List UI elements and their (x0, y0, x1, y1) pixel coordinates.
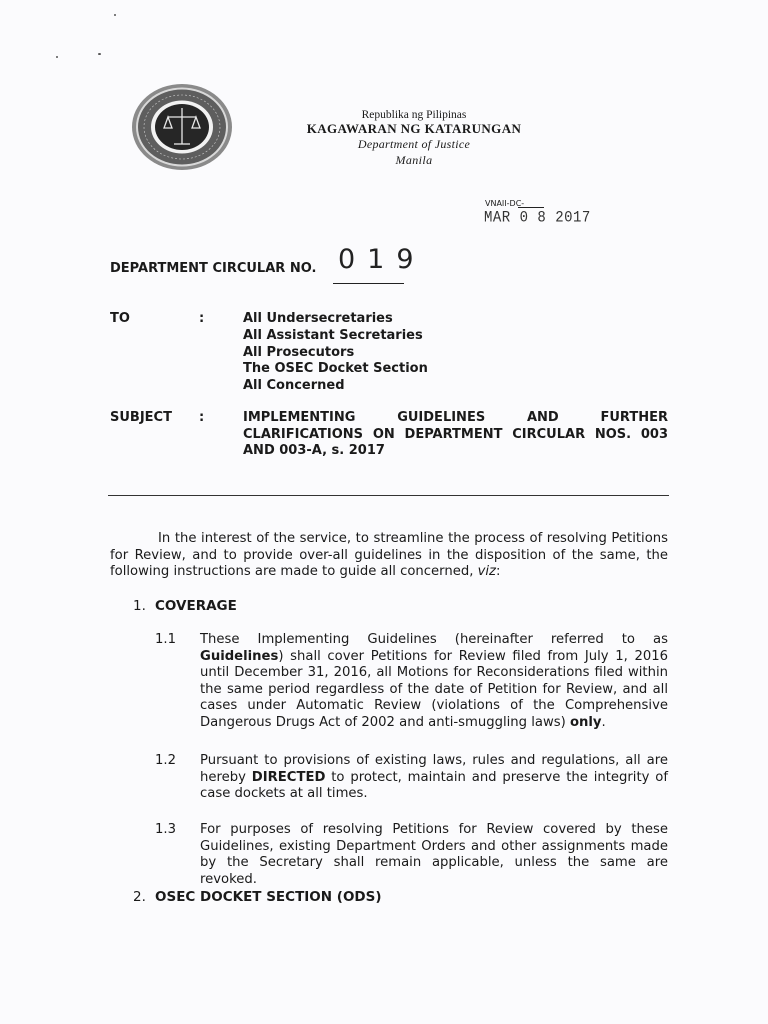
item-text: These Implementing Guidelines (hereinafter referred to as (200, 632, 668, 647)
intro-end: : (495, 564, 501, 579)
item-bold-term: DIRECTED (251, 769, 326, 785)
scan-speck (114, 14, 116, 16)
header-city: Manila (395, 153, 433, 167)
header-republic: Republika ng Pilipinas (361, 109, 467, 121)
section-number: 1. (133, 598, 146, 614)
section-title: OSEC DOCKET SECTION (ODS) (155, 889, 382, 905)
item-paragraph (200, 753, 668, 803)
circular-label: DEPARTMENT CIRCULAR NO. (110, 261, 317, 276)
reference-code: VNAII-DC- (485, 199, 525, 208)
subject-label: SUBJECT (110, 410, 172, 425)
section-heading-osec-docket (133, 889, 382, 905)
date-stamp: MAR 0 8 2017 (484, 209, 591, 228)
scan-speck (98, 53, 101, 55)
circular-number: 019 (338, 244, 426, 275)
reference-code-blank-line (518, 207, 544, 208)
item-text: ) shall cover Petitions for Review filed from July 1, 2016 until December 31, 2016, all Motions for Reconsiderations filed within the same period regardless of the date of Petition for Review, and all cases under Automatic Review (violations of the Comprehensive Dangerous Drugs Act of 2002 and anti-smuggling laws) (200, 648, 668, 730)
section-title: COVERAGE (155, 598, 237, 614)
recipient-item: All Undersecretaries (243, 311, 393, 326)
item-bold-term: Guidelines (200, 648, 279, 664)
recipient-list (243, 311, 428, 395)
item-bold-term: only (569, 714, 602, 730)
circular-number-underline (333, 283, 404, 284)
recipient-item: All Assistant Secretaries (243, 327, 423, 343)
recipient-item: The OSEC Docket Section (243, 361, 428, 377)
header-agency: KAGAWARAN NG KATARUNGAN (306, 121, 522, 136)
intro-text: In the interest of the service, to streamline the process of resolving Petitions for Review, and to provide over-all guidelines in the disposition of the same, the following instructions are made to guide all concerned, (110, 531, 668, 579)
item-number: 1.1 (155, 632, 176, 647)
item-paragraph: For purposes of resolving Petitions for Review covered by these Guidelines, existing Department Orders and other assignments made by the Secretary shall remain applicable, unless the same are revoked. (200, 822, 668, 887)
horizontal-rule (108, 495, 669, 496)
item-number: 1.3 (155, 822, 176, 837)
recipient-item: All Concerned (243, 378, 345, 394)
item-text: to protect, maintain and preserve the integrity of case dockets at all times. (200, 769, 668, 801)
subject-colon: : (199, 410, 205, 425)
header-agency-english: Department of Justice (357, 137, 471, 151)
section-number: 2. (133, 889, 146, 905)
intro-paragraph (110, 531, 668, 581)
section-heading-coverage (133, 598, 237, 614)
subject-text: IMPLEMENTING GUIDELINES AND FURTHER CLARIFICATIONS ON DEPARTMENT CIRCULAR NOS. 003 AND 003-A, s. 2017 (243, 410, 668, 458)
recipient-item: All Prosecutors (243, 344, 355, 360)
intro-viz: viz (477, 564, 496, 579)
item-paragraph (200, 632, 668, 731)
to-label: TO (110, 311, 130, 326)
to-colon: : (199, 311, 205, 326)
item-number: 1.2 (155, 753, 176, 768)
item-text: . (601, 714, 606, 730)
scan-speck (56, 56, 58, 58)
item-text: Pursuant to provisions of existing laws, rules and regulations, all are hereby (200, 753, 668, 785)
